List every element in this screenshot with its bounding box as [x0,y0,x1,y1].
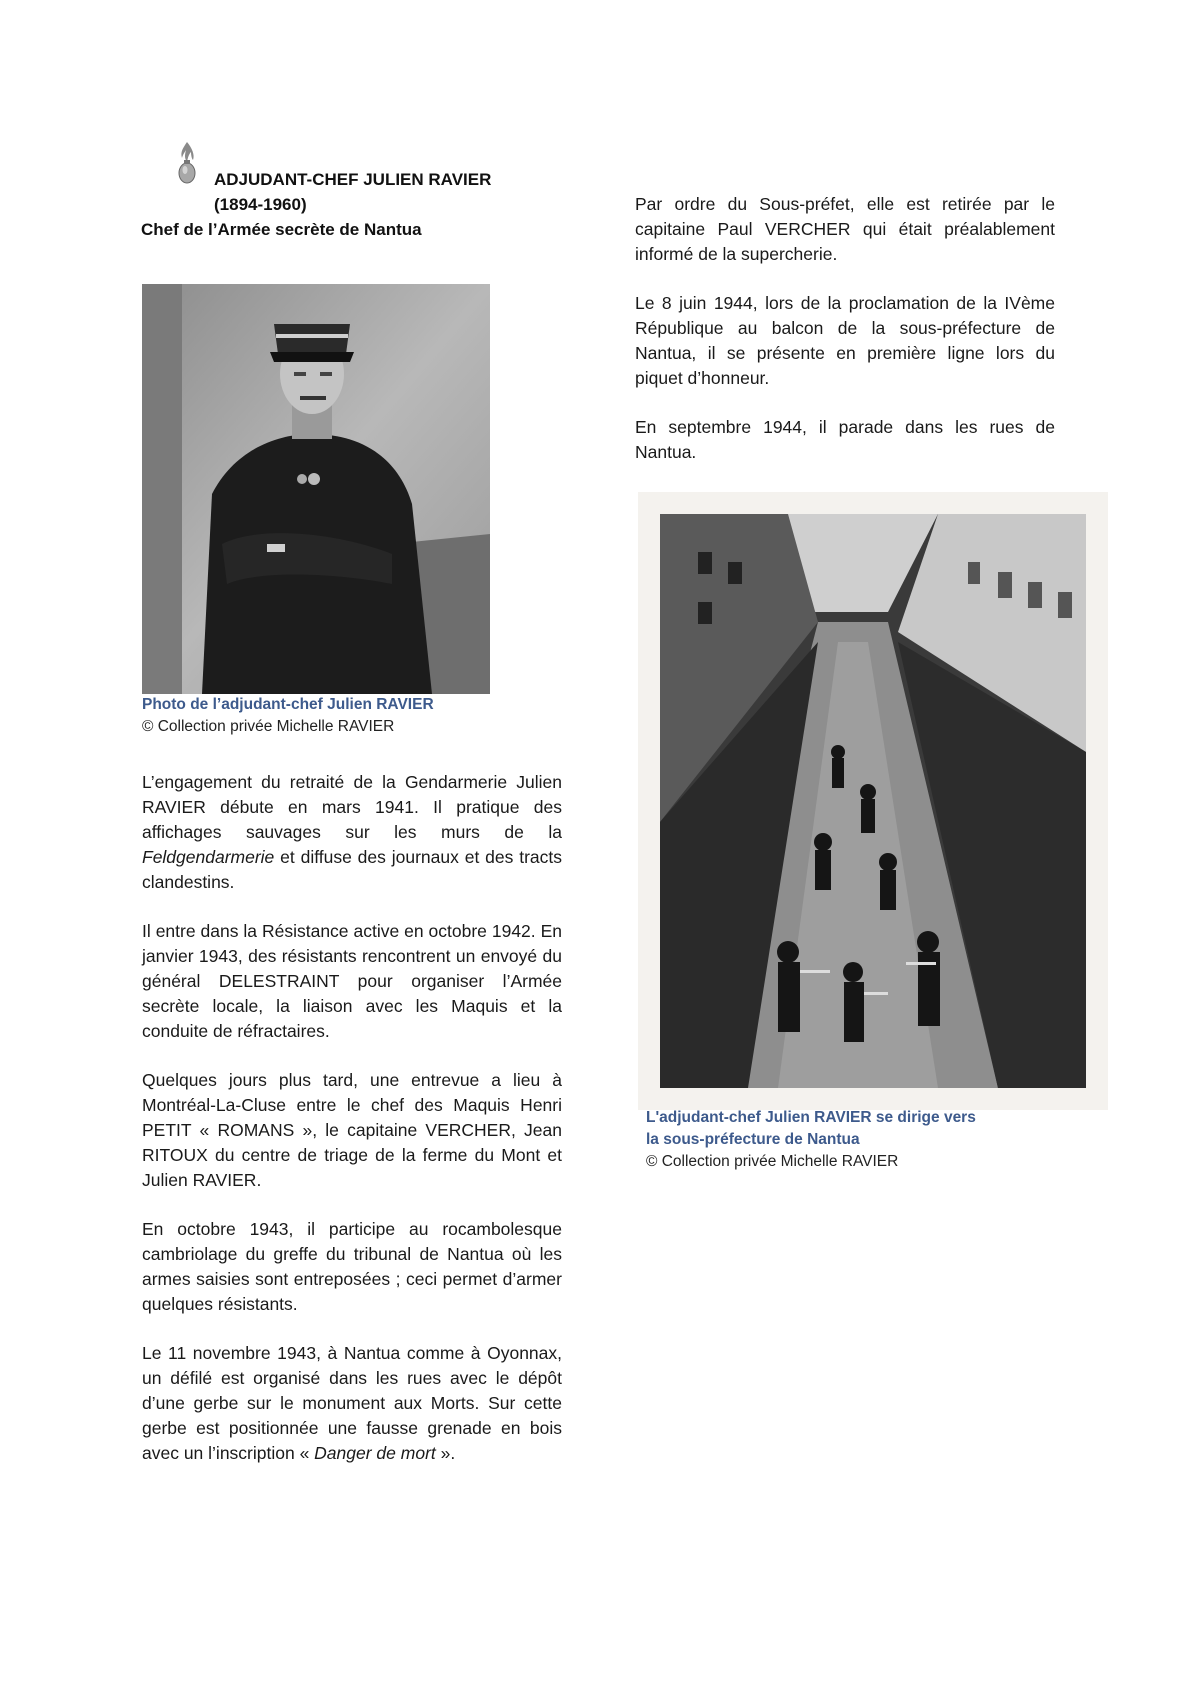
left-column-text [142,770,562,1490]
portrait-caption [142,694,542,738]
parade-caption-line2: la sous-préfecture de Nantua [646,1131,860,1148]
paragraph: L’engagement du retraité de la Gendarmerie Julien RAVIER débute en mars 1941. Il pratique des affichages sauvages sur les murs de la Feldgendarmerie et diffuse des journaux et des tracts clandestins. [142,772,562,892]
paragraph: Le 8 juin 1944, lors de la proclamation de la IVème République au balcon de la sous-préfecture de Nantua, il se présente en première ligne lors du piquet d’honneur. [635,293,1055,388]
officer-dates: (1894-1960) [214,195,307,214]
paragraph: En octobre 1943, il participe au rocambolesque cambriolage du greffe du tribunal de Nantua où les armes saisies sont entreposées ; ceci permet d’armer quelques résistants. [142,1219,562,1314]
parade-caption-line1: L'adjudant-chef Julien RAVIER se dirige vers [646,1109,976,1126]
paragraph: Il entre dans la Résistance active en octobre 1942. En janvier 1943, des résistants rencontrent un envoyé du général DELESTRAINT pour organiser l’Armée secrète locale, la liaison avec les Maquis et la conduite de réfractaires. [142,921,562,1041]
officer-role: Chef de l’Armée secrète de Nantua [141,220,422,239]
officer-name-heading: ADJUDANT-CHEF JULIEN RAVIER [214,170,492,189]
grenade-icon [176,140,198,186]
parade-caption [646,1107,1086,1173]
paragraph: Le 11 novembre 1943, à Nantua comme à Oyonnax, un défilé est organisé dans les rues avec le dépôt d’une gerbe sur le monument aux Morts. Sur cette gerbe est positionnée une fausse grenade en bois avec un l’inscription « Danger de mort ». [142,1343,562,1463]
paragraph: Quelques jours plus tard, une entrevue a lieu à Montréal-La-Cluse entre le chef des Maquis Henri PETIT « ROMANS », le capitaine VERCHER, Jean RITOUX du centre de triage de la ferme du Mont et Julien RAVIER. [142,1070,562,1190]
parade-caption-credit: © Collection privée Michelle RAVIER [646,1153,899,1170]
portrait-caption-credit: © Collection privée Michelle RAVIER [142,718,395,735]
paragraph: En septembre 1944, il parade dans les rues de Nantua. [635,417,1055,462]
paragraph: Par ordre du Sous-préfet, elle est retirée par le capitaine Paul VERCHER qui était préalablement informé de la supercherie. [635,194,1055,264]
portrait-photo [142,284,490,694]
parade-photo [638,492,1108,1110]
portrait-caption-title: Photo de l’adjudant-chef Julien RAVIER [142,696,434,713]
right-column-text [635,192,1055,489]
